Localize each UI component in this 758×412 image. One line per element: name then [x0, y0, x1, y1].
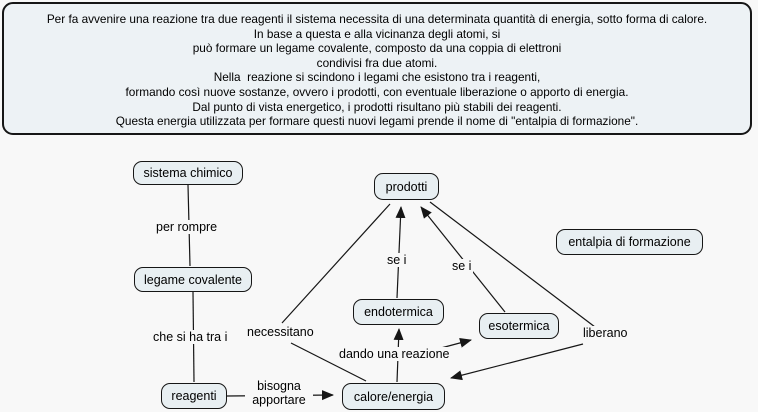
- edge-label-se-i-endotermica[interactable]: se i: [387, 253, 407, 267]
- edge-label-bisogna-apportare[interactable]: bisogna apportare: [245, 379, 313, 407]
- edge-label-se-i-esotermica[interactable]: se i: [452, 259, 472, 273]
- concept-node-entalpia-di-formazione[interactable]: entalpia di formazione: [556, 229, 703, 255]
- concept-node-esotermica[interactable]: esotermica: [479, 313, 559, 339]
- edge-label-liberano[interactable]: liberano: [583, 326, 628, 340]
- concept-node-prodotti[interactable]: prodotti: [374, 173, 439, 200]
- edge-label-che-si-ha-tra-i[interactable]: che si ha tra i: [153, 330, 228, 344]
- concept-node-legame-covalente[interactable]: legame covalente: [134, 267, 252, 292]
- intro-line-5: Nella reazione si scindono i legami che esistono tra i reagenti,: [213, 70, 541, 85]
- intro-line-8: Questa energia utilizzata per formare questi nuovi legami prende il nome di "entalpia di formazione".: [115, 114, 639, 129]
- concept-node-calore-energia[interactable]: calore/energia: [342, 383, 445, 410]
- edge-label-necessitano[interactable]: necessitano: [247, 325, 314, 339]
- intro-line-3: può formare un legame covalente, composto da una coppia di elettroni: [192, 41, 562, 56]
- concept-node-sistema-chimico[interactable]: sistema chimico: [133, 161, 243, 185]
- concept-node-endotermica[interactable]: endotermica: [353, 299, 444, 325]
- intro-line-6: formando così nuove sostanze, ovvero i prodotti, con eventuale liberazione o apporto di energia.: [125, 84, 629, 99]
- edge-label-per-rompre[interactable]: per rompre: [156, 220, 218, 234]
- concept-node-reagenti[interactable]: reagenti: [161, 383, 227, 409]
- intro-line-7: Dal punto di vista energetico, i prodotti risultano più stabili dei reagenti.: [192, 99, 562, 114]
- edge-label-dando-una-reazione[interactable]: dando una reazione: [339, 347, 450, 361]
- intro-line-4: condivisi fra due atomi.: [316, 55, 438, 70]
- intro-line-1: Per fa avvenire una reazione tra due reagenti il sistema necessita di una determinata quantità di energia, sotto forma di calore.: [46, 12, 708, 26]
- intro-line-2: In base a questa e alla vicinanza degli atomi, si: [253, 26, 501, 41]
